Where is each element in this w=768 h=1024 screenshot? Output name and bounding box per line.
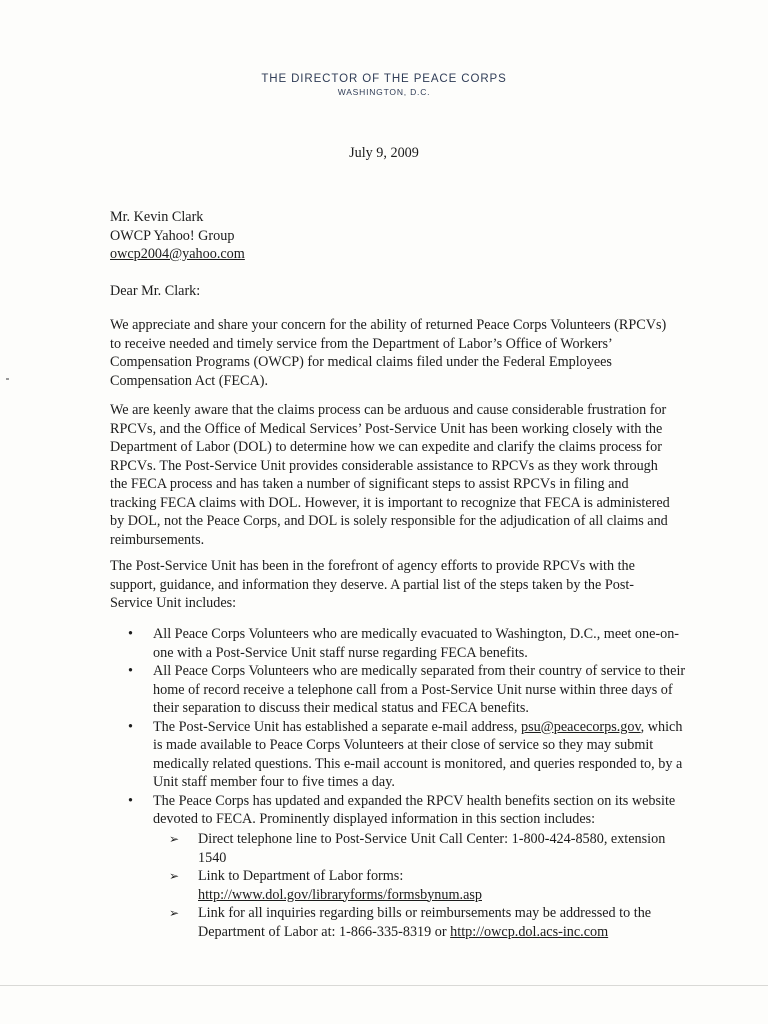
sub-list-item-text: Direct telephone line to Post-Service Unit Call Center: 1-800-424-8580, extension 1540 <box>198 831 666 866</box>
sub-list-item-text: Link for all inquiries regarding bills or reimbursements may be addressed to the Department of Labor at: 1-866-335-8319 or <box>198 905 652 940</box>
letterhead <box>0 72 768 98</box>
recipient-email-link[interactable]: owcp2004@yahoo.com <box>110 246 245 262</box>
paragraph-1-text: We appreciate and share your concern for the ability of returned Peace Corps Volunteers (RPCVs) to receive needed and timely service from the Department of Labor’s Office of Workers’ Compensation Programs (OWCP) for medical claims filed under the Federal Employees Compensation Act (FECA). <box>110 317 667 389</box>
owcp-acs-link[interactable]: http://owcp.dol.acs-inc.com <box>450 923 609 940</box>
list-item <box>110 662 690 718</box>
website-info-list <box>163 830 683 941</box>
bullet-icon: • <box>128 718 133 735</box>
arrow-bullet-icon: ➢ <box>169 906 180 920</box>
salutation: Dear Mr. Clark: <box>110 283 201 299</box>
sub-list-item <box>163 867 683 904</box>
scan-edge-line <box>0 985 768 986</box>
letterhead-city: WASHINGTON, D.C. <box>337 87 431 97</box>
list-item <box>110 718 690 792</box>
recipient-org: OWCP Yahoo! Group <box>110 227 235 244</box>
sub-list-item-text: Link to Department of Labor forms: <box>198 868 404 884</box>
paragraph-3 <box>110 557 670 613</box>
arrow-bullet-icon: ➢ <box>169 832 180 846</box>
bullet-icon: • <box>128 626 133 642</box>
sub-list-item <box>163 830 683 867</box>
sub-list-item <box>163 904 683 941</box>
arrow-bullet-icon: ➢ <box>169 869 180 883</box>
paragraph-2-text: We are keenly aware that the claims process can be arduous and cause considerable frustration for RPCVs, and the Office of Medical Services’ Post-Service Unit has been working closely with the Department of Labor (DOL) to determine how we can expedite and clarify the claims process for RPCVs. The Post-Service Unit provides considerable assistance to RPCVs as they work through the FECA process and has taken a number of significant steps to assist RPCVs in filing and tracking FECA claims with DOL. However, it is important to recognize that FECA is administered by DOL, not the Peace Corps, and DOL is solely responsible for the adjudication of all claims and reimbursements. <box>110 402 670 548</box>
letterhead-title: THE DIRECTOR OF THE PEACE CORPS <box>261 73 507 85</box>
recipient-address <box>110 208 670 264</box>
bullet-icon: • <box>128 792 133 809</box>
paragraph-1 <box>110 316 670 390</box>
paragraph-3-text: The Post-Service Unit has been in the forefront of agency efforts to provide RPCVs with the support, guidance, and information they deserve. A partial list of the steps taken by the Post-Service Unit includes: <box>110 558 635 611</box>
steps-list <box>110 625 690 829</box>
bullet-icon: • <box>128 663 133 679</box>
list-item-text: The Post-Service Unit has established a separate e-mail address, <box>153 718 521 735</box>
list-item-text: , which is made available to Peace Corps Volunteers at their close of service so they may submit medically related questions. This e-mail account is monitored, and queries responded to, by a Unit staff member four to five times a day. <box>153 718 683 790</box>
list-item <box>110 625 690 662</box>
scan-speck <box>6 378 9 380</box>
list-item-text: All Peace Corps Volunteers who are medically evacuated to Washington, D.C., meet one-on-one with a Post-Service Unit staff nurse regarding FECA benefits. <box>153 626 680 661</box>
letter-date: July 9, 2009 <box>349 145 419 161</box>
dol-forms-link[interactable]: http://www.dol.gov/libraryforms/formsbynum.asp <box>198 886 482 903</box>
list-item <box>110 792 690 829</box>
list-item-text: All Peace Corps Volunteers who are medically separated from their country of service to their home of record receive a telephone call from a Post-Service Unit nurse within three days of their separation to discuss their medical status and FECA benefits. <box>153 663 686 716</box>
psu-email-link[interactable]: psu@peacecorps.gov <box>520 718 641 735</box>
list-item-text: The Peace Corps has updated and expanded the RPCV health benefits section on its website devoted to FECA. Prominently displayed information in this section includes: <box>153 792 676 827</box>
paragraph-2 <box>110 401 670 549</box>
recipient-name: Mr. Kevin Clark <box>110 209 204 225</box>
